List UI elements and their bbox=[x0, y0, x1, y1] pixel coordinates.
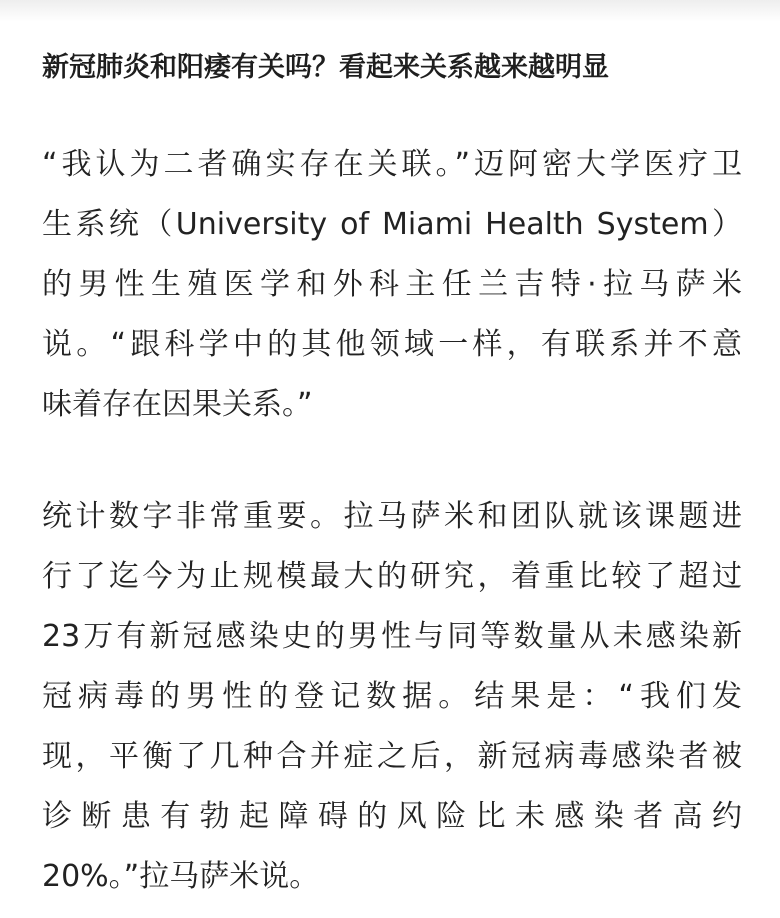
paragraph-line: 统计数字非常重要。拉马萨米和团队就该课题进 bbox=[42, 499, 742, 534]
paragraph-line: 的男性生殖医学和外科主任兰吉特·拉马萨米 bbox=[42, 267, 742, 302]
paragraph-line: 行了迄今为止规模最大的研究，着重比较了超过 bbox=[42, 559, 742, 594]
top-shadow bbox=[0, 0, 780, 22]
paragraph-line: 现，平衡了几种合并症之后，新冠病毒感染者被 bbox=[42, 739, 742, 774]
article-headline: 新冠肺炎和阳痿有关吗？看起来关系越来越明显 bbox=[42, 52, 609, 83]
article-paragraph-quote bbox=[42, 135, 742, 435]
paragraph-line: 味着存在因果关系。” bbox=[42, 387, 313, 422]
paragraph-line: “我认为二者确实存在关联。”迈阿密大学医疗卫 bbox=[42, 147, 742, 182]
paragraph-line: 冠病毒的男性的登记数据。结果是：“我们发 bbox=[42, 679, 742, 714]
paragraph-line: 说。“跟科学中的其他领域一样，有联系并不意 bbox=[42, 327, 742, 362]
paragraph-line: 23万有新冠感染史的男性与同等数量从未感染新 bbox=[42, 619, 742, 654]
paragraph-line: 20%。”拉马萨米说。 bbox=[42, 859, 320, 894]
paragraph-line: 诊断患有勃起障碍的风险比未感染者高约 bbox=[42, 799, 742, 834]
paragraph-line: 生系统（University of Miami Health System） bbox=[42, 207, 742, 242]
article-paragraph-statistics bbox=[42, 487, 742, 907]
